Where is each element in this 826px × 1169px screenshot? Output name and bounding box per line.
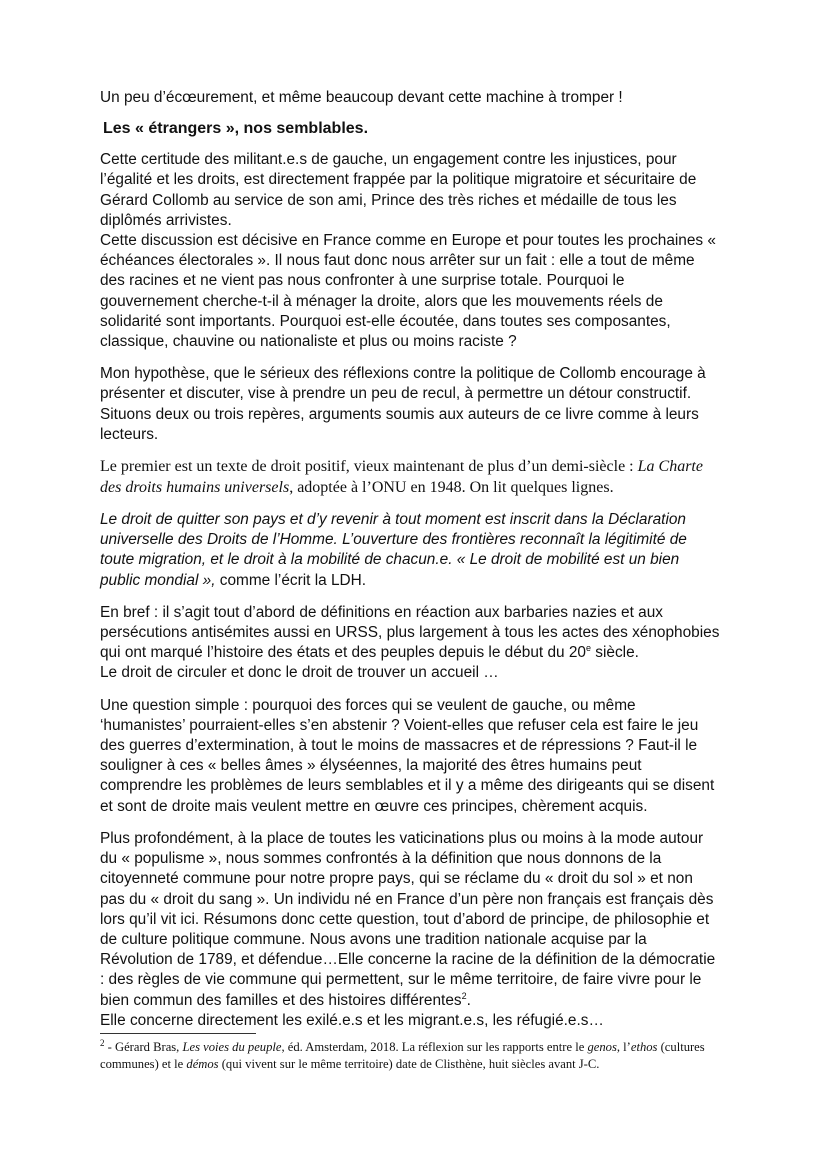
paragraph-1: Cette certitude des militant.e.s de gauche, un engagement contre les injustices, pour l’égalité et les droits, est directement frappée par la politique migratoire et sécuritaire de Gérard Collomb au service de son ami, Prince des très riches et médaille de tous les diplômés arrivistes. bbox=[100, 151, 697, 229]
footnote-number: 2 bbox=[100, 1037, 105, 1048]
p3-text: Le premier est un texte de droit positif, vieux maintenant de plus d’un demi-siècle : bbox=[100, 458, 638, 476]
paragraph-2: Mon hypothèse, que le sérieux des réflexions contre la politique de Collomb encourage à présenter et discuter, vise à prendre un peu de recul, à permettre un détour constructif. Situons deux ou trois repères, arguments soumis aux auteurs de ce livre comme à leurs lecteurs. bbox=[100, 365, 706, 443]
paragraph-1b: Cette discussion est décisive en France comme en Europe et pour toutes les prochaines « échéances électorales ». Il nous faut donc nous arrêter sur un fait : elle a tout de même des racines et ne vient pas nous confronter à une surprise totale. Pourquoi le gouvernement cherche-t-il à ménager la droite, alors que les mouvements réels de solidarité sont importants. Pourquoi est-elle écoutée, dans toutes ses composantes, classique, chauvine ou nationaliste et plus ou moins raciste ? bbox=[100, 232, 716, 351]
p5-text: En bref : il s’agit tout d’abord de définitions en réaction aux barbaries nazies et aux persécutions antisémites aussi en URSS, plus largement à tous les actes des xénophobies qui ont marqué l’histoire des états et des peuples depuis le début du 20 bbox=[100, 603, 720, 662]
footnote-ref[interactable]: 2 bbox=[461, 990, 467, 1001]
term-ethos: ethos bbox=[630, 1040, 658, 1054]
fn-part: , l’ bbox=[616, 1040, 631, 1054]
quote-attribution: comme l’écrit la LDH. bbox=[215, 571, 367, 589]
footnote-separator bbox=[100, 1033, 256, 1034]
paragraph-6: Une question simple : pourquoi des forces qui se veulent de gauche, ou même ‘humanistes’ pourraient-elles s’en abstenir ? Voient-elles que refuser cela est faire le jeu des guerres d’extermination, à tout le moins de massacres et de répressions ? Faut-il le souligner à ces « belles âmes » élyséennes, la majorité des êtres humains peut comprendre les problèmes de leurs semblables et il y a même des dirigeants qui se disent et sont de droite mais veulent mettre en œuvre ces principes, chèrement acquis. bbox=[100, 696, 715, 815]
term-genos: genos bbox=[587, 1040, 617, 1054]
quote-text: Le droit de quitter son pays et d’y revenir à tout moment est inscrit dans la Déclaration universelle des Droits de l’Homme. L’ouverture des frontières reconnaît la légitimité de toute migration, et le droit à la mobilité de chacun.e. « Le droit de mobilité est un bien public mondial », bbox=[100, 511, 687, 589]
p5-last-line: Le droit de circuler et donc le droit de trouver un accueil … bbox=[100, 664, 499, 682]
paragraph-4 bbox=[100, 510, 720, 591]
p3-text-end: , adoptée à l’ONU en 1948. On lit quelques lignes. bbox=[289, 478, 614, 496]
fn-part: , éd. Amsterdam, 2018. La réflexion sur les rapports entre le bbox=[281, 1040, 588, 1054]
p7-text: Plus profondément, à la place de toutes les vaticinations plus ou moins à la mode autour du « populisme », nous sommes confrontés à la définition que nous donnons de la citoyenneté commune pour notre propre pays, qui se réclame du « droit du sol » et non pas du « droit du sang ». Un individu né en France d’un père non français est français dès lors qu’il vit ici. Résumons donc cette question, tout d’abord de principe, de philosophie et de culture politique commune. Nous avons une tradition nationale acquise par la Révolution de 1789, et défendue…Elle concerne la racine de la définition de la démocratie : des règles de vie commune qui permettent, sur le même territoire, de faire vivre pour le bien commun des familles et des histoires différentes bbox=[100, 829, 716, 1009]
section-heading: Les « étrangers », nos semblables. bbox=[103, 120, 369, 138]
intro-line: Un peu d’écœurement, et même beaucoup devant cette machine à tromper ! bbox=[100, 89, 623, 106]
fn-part: (qui vivent sur le même territoire) date de Clisthène, huit siècles avant J-C. bbox=[218, 1056, 600, 1071]
charter-title: La Charte des droits humains universels bbox=[100, 458, 703, 496]
fn-part: (cultures communes) et le bbox=[100, 1040, 705, 1071]
paragraph-7 bbox=[100, 829, 720, 1031]
book-title: Les voies du peuple bbox=[182, 1040, 282, 1054]
footnote bbox=[100, 1039, 720, 1072]
fn-part: - Gérard Bras, bbox=[104, 1040, 183, 1054]
p5-text-2: siècle. bbox=[591, 644, 639, 662]
p7-period: . bbox=[466, 991, 471, 1009]
document-body bbox=[100, 88, 720, 1043]
paragraph-3 bbox=[100, 457, 720, 498]
century-superscript: e bbox=[586, 643, 592, 654]
term-demos: démos bbox=[186, 1056, 219, 1071]
p7-last-line: Elle concerne directement les exilé.e.s et les migrant.e.s, les réfugié.e.s… bbox=[100, 1011, 604, 1029]
paragraph-5 bbox=[100, 603, 720, 684]
